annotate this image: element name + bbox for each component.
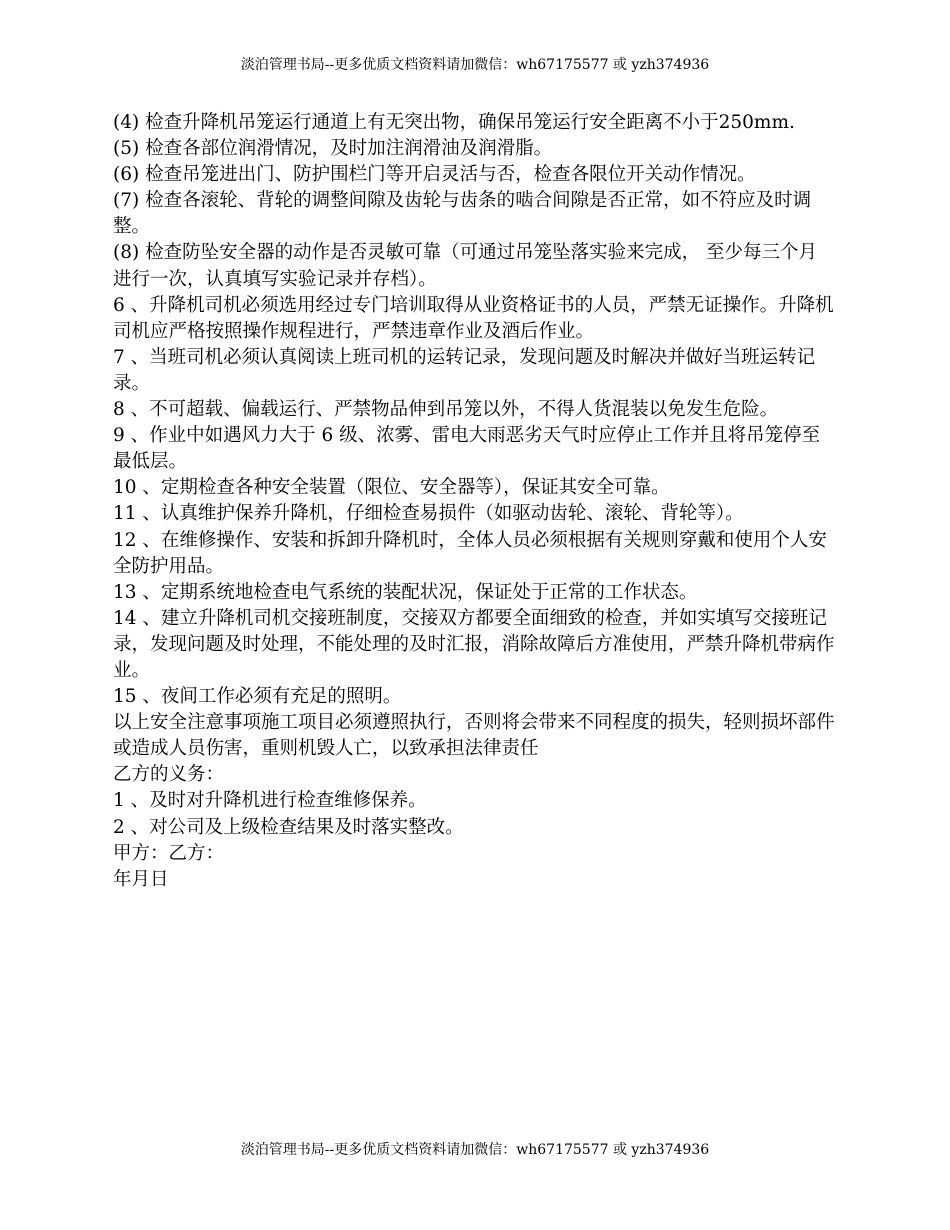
paragraph-item-4: (4) 检查升降机吊笼运行通道上有无突出物，确保吊笼运行安全距离不小于250mm.	[113, 112, 795, 133]
paragraph-rule-8: 8 、不可超载、偏载运行、严禁物品伸到吊笼以外，不得人货混装以免发生危险。	[113, 399, 779, 421]
party-b-obligations-heading: 乙方的义务：	[113, 764, 225, 786]
signature-parties: 甲方：乙方：	[113, 842, 225, 864]
paragraph-summary: 以上安全注意事项施工项目必须遵照执行，否则将会带来不同程度的损失，轻则损坏部件或造成人员伤害，重则机毁人亡，以致承担法律责任	[113, 712, 835, 760]
paragraph-item-7: (7) 检查各滚轮、背轮的调整间隙及齿轮与齿条的啮合间隙是否正常，如不符应及时调整。	[113, 190, 812, 238]
paragraph-rule-15: 15 、夜间工作必须有充足的照明。	[113, 686, 402, 708]
obligation-item-1: 1 、及时对升降机进行检查维修保养。	[113, 790, 427, 812]
paragraph-rule-6: 6 、升降机司机必须选用经过专门培训取得从业资格证书的人员，严禁无证操作。升降机司机应严格按照操作规程进行，严禁违章作业及酒后作业。	[113, 294, 834, 342]
paragraph-item-8: (8) 检查防坠安全器的动作是否灵敏可靠（可通过吊笼坠落实验来完成， 至少每三个月进行一次，认真填写实验记录并存档）。	[113, 242, 817, 290]
document-body	[113, 110, 835, 893]
paragraph-rule-7: 7 、当班司机必须认真阅读上班司机的运转记录，发现问题及时解决并做好当班运转记录。	[113, 346, 816, 394]
paragraph-rule-14: 14 、建立升降机司机交接班制度，交接双方都要全面细致的检查，并如实填写交接班记录，发现问题及时处理，不能处理的及时汇报，消除故障后方准使用，严禁升降机带病作业。	[113, 607, 835, 681]
signature-date: 年月日	[113, 868, 169, 890]
page-footer: 淡泊管理书局--更多优质文档资料请加微信：wh67175577 或 yzh374936	[240, 1142, 710, 1158]
page-header: 淡泊管理书局--更多优质文档资料请加微信：wh67175577 或 yzh374936	[240, 57, 710, 73]
obligation-item-2: 2 、对公司及上级检查结果及时落实整改。	[113, 816, 464, 838]
paragraph-item-5: (5) 检查各部位润滑情况，及时加注润滑油及润滑脂。	[113, 138, 553, 160]
paragraph-rule-11: 11 、认真维护保养升降机，仔细检查易损件（如驱动齿轮、滚轮、背轮等）。	[113, 503, 744, 525]
paragraph-rule-12: 12 、在维修操作、安装和拆卸升降机时，全体人员必须根据有关规则穿戴和使用个人安全防护用品。	[113, 529, 827, 577]
paragraph-rule-13: 13 、定期系统地检查电气系统的装配状况，保证处于正常的工作状态。	[113, 581, 698, 603]
paragraph-item-6: (6) 检查吊笼进出门、防护围栏门等开启灵活与否，检查各限位开关动作情况。	[113, 164, 756, 186]
paragraph-rule-10: 10 、定期检查各种安全装置（限位、安全器等），保证其安全可靠。	[113, 477, 670, 499]
paragraph-rule-9: 9 、作业中如遇风力大于 6 级、浓雾、雷电大雨恶劣天气时应停止工作并且将吊笼停至最低层。	[113, 425, 821, 473]
